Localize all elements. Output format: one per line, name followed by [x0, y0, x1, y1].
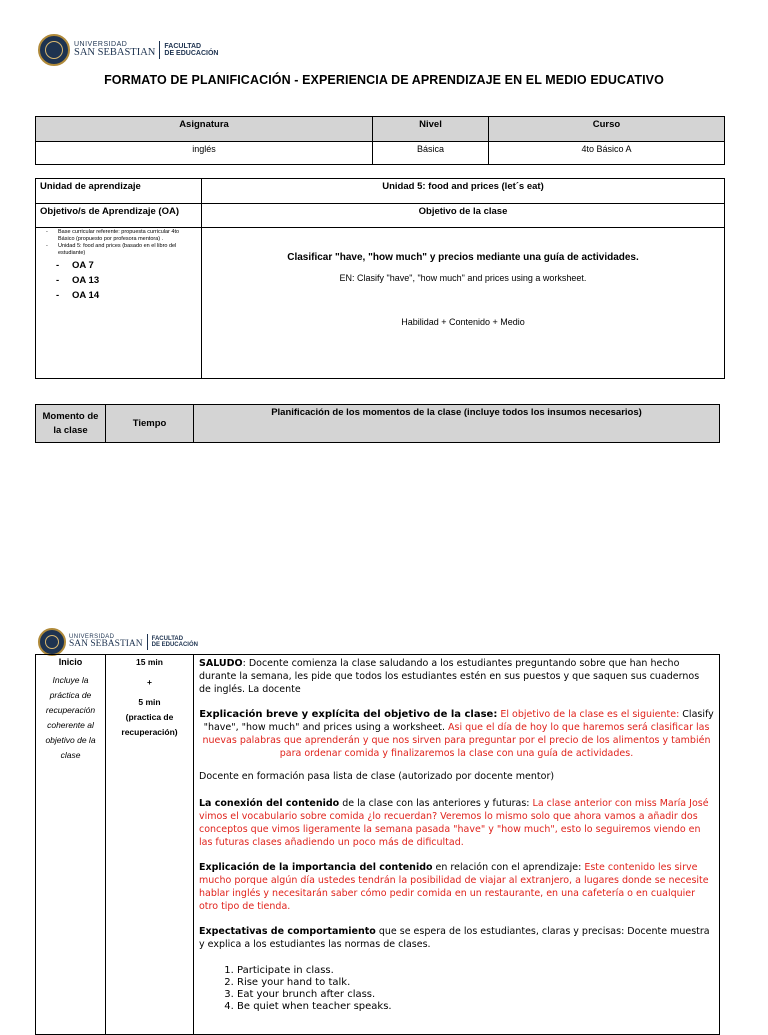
logo-faculty2: DE EDUCACIÓN: [164, 50, 219, 57]
logo-line1: UNIVERSIDAD: [69, 634, 115, 641]
logo-faculty1: FACULTAD: [164, 43, 202, 50]
rule-item: 4. Be quiet when teacher speaks.: [237, 1001, 714, 1013]
logo-faculty2: DE EDUCACIÓN: [151, 642, 198, 648]
university-seal-icon: [38, 34, 70, 66]
objective-es: Clasificar "have, "how much" y precios mediante una guía de actividades.: [287, 252, 639, 263]
university-seal-icon: [38, 628, 66, 656]
rule-item: 3. Eat your brunch after class.: [237, 989, 714, 1001]
value-nivel: Básica: [373, 142, 489, 165]
tiempo-cell: [106, 655, 194, 1035]
logo-line1: UNIVERSIDAD: [74, 41, 128, 49]
expectativas-paragraph: Expectativas de comportamiento que se espera de los estudiantes, claras y precisas: Docente muestra y explica a los estudiantes las normas de clases.: [199, 926, 710, 950]
value-asignatura: inglés: [36, 142, 373, 165]
unidad-value: Unidad 5: food and prices (let´s eat): [202, 179, 725, 204]
inicio-label: Inicio: [58, 657, 83, 667]
inicio-table: [35, 654, 720, 1035]
moments-table-header: [35, 404, 720, 443]
university-logo-page2: [38, 628, 198, 656]
header-nivel: Nivel: [373, 117, 489, 142]
header-asignatura: Asignatura: [36, 117, 373, 142]
header-planificacion: Planificación de los momentos de la clase (incluye todos los insumos necesarios): [194, 405, 720, 443]
importancia-paragraph: Explicación de la importancia del contenido en relación con el aprendizaje: Este contenido les sirve mucho porque algún día ustedes tendrán la posibilidad de viajar al extranjero, a lugares donde se necesite hablar inglés y necesitarán saber cómo pedir comida en un restaurante, en una cafetería o en cualquier otro tipo de tienda.: [199, 862, 709, 912]
formula: Habilidad + Contenido + Medio: [401, 317, 525, 327]
oa-list: [40, 258, 197, 303]
inicio-note: Incluye la práctica de recuperación coherente al objetivo de la clase: [45, 675, 96, 760]
oa-item: - OA 13: [56, 275, 100, 286]
small-item-1: - Base curricular referente: propuesta curricular 4to Básico (propuesto por profesora mentora) .: [46, 229, 180, 242]
page-title: FORMATO DE PLANIFICACIÓN - EXPERIENCIA DE APRENDIZAJE EN EL MEDIO EDUCATIVO: [104, 73, 664, 87]
conexion-paragraph: La conexión del contenido de la clase con las anteriores y futuras: La clase anterior con miss María José vimos el vocabulario sobre comida ¿lo recuerdan? Veremos lo mismo solo que ahora vamos a añadir dos conceptos que vimos ligeramente la semana pasada "have" y "how much", esto lo seguiremos viendo en las futuras clases añadiendo un poco más de dificultad.: [199, 798, 709, 848]
oa-item: - OA 7: [56, 260, 94, 271]
header-curso: Curso: [489, 117, 725, 142]
objectives-table: [35, 178, 725, 379]
value-curso: 4to Básico A: [489, 142, 725, 165]
small-item-2: - Unidad 5: food and prices (basado en el libro del estudiante): [46, 243, 177, 256]
time-5: 5 min (practica de recuperación): [121, 697, 178, 737]
time-15: 15 min: [136, 657, 163, 667]
university-logo: [38, 34, 218, 66]
logo-line2: SAN SEBASTIAN: [74, 47, 156, 59]
inicio-cell: [36, 655, 106, 1035]
objective-cell: [202, 228, 725, 379]
rule-item: 2. Rise your hand to talk.: [237, 977, 714, 989]
logo-line2: SAN SEBASTIAN: [69, 639, 143, 650]
header-tiempo: Tiempo: [106, 405, 194, 443]
lista-paragraph: Docente en formación pasa lista de clase (autorizado por docente mentor): [199, 771, 555, 782]
rules-list: [199, 965, 714, 1013]
objetivo-label: Objetivo de la clase: [202, 204, 725, 228]
objective-en: EN: Clasify "have", "how much" and prices using a worksheet.: [339, 273, 587, 283]
saludo-paragraph: SALUDO: Docente comienza la clase saludando a los estudiantes preguntando sobre que han hecho durante la semana, les pide que todos los estudiantes estén en sus puestos y que saquen sus cuadernos de inglés. La docente: [199, 658, 700, 695]
header-momento: Momento de la clase: [36, 405, 106, 443]
explicacion-paragraph: Explicación breve y explícita del objetivo de la clase: El objetivo de la clase es el siguiente: Clasify "have", "how much" and prices using a worksheet. Asi que el día de hoy lo que haremos será clasificar las nuevas palabras que aprenderán y que nos sirven para preguntar por el precio de los alimentos y también para ordenar comida y finalizaremos la clase con una guía de actividades.: [199, 709, 714, 759]
logo-faculty1: FACULTAD: [151, 636, 184, 642]
time-plus: +: [147, 677, 152, 687]
rule-item: 1. Participate in class.: [237, 965, 714, 977]
planificacion-cell: [194, 655, 720, 1035]
subject-table: [35, 116, 725, 165]
oa-cell: [36, 228, 202, 379]
oa-item: - OA 14: [56, 290, 100, 301]
unidad-label: Unidad de aprendizaje: [36, 179, 202, 204]
oa-label: Objetivo/s de Aprendizaje (OA): [36, 204, 202, 228]
